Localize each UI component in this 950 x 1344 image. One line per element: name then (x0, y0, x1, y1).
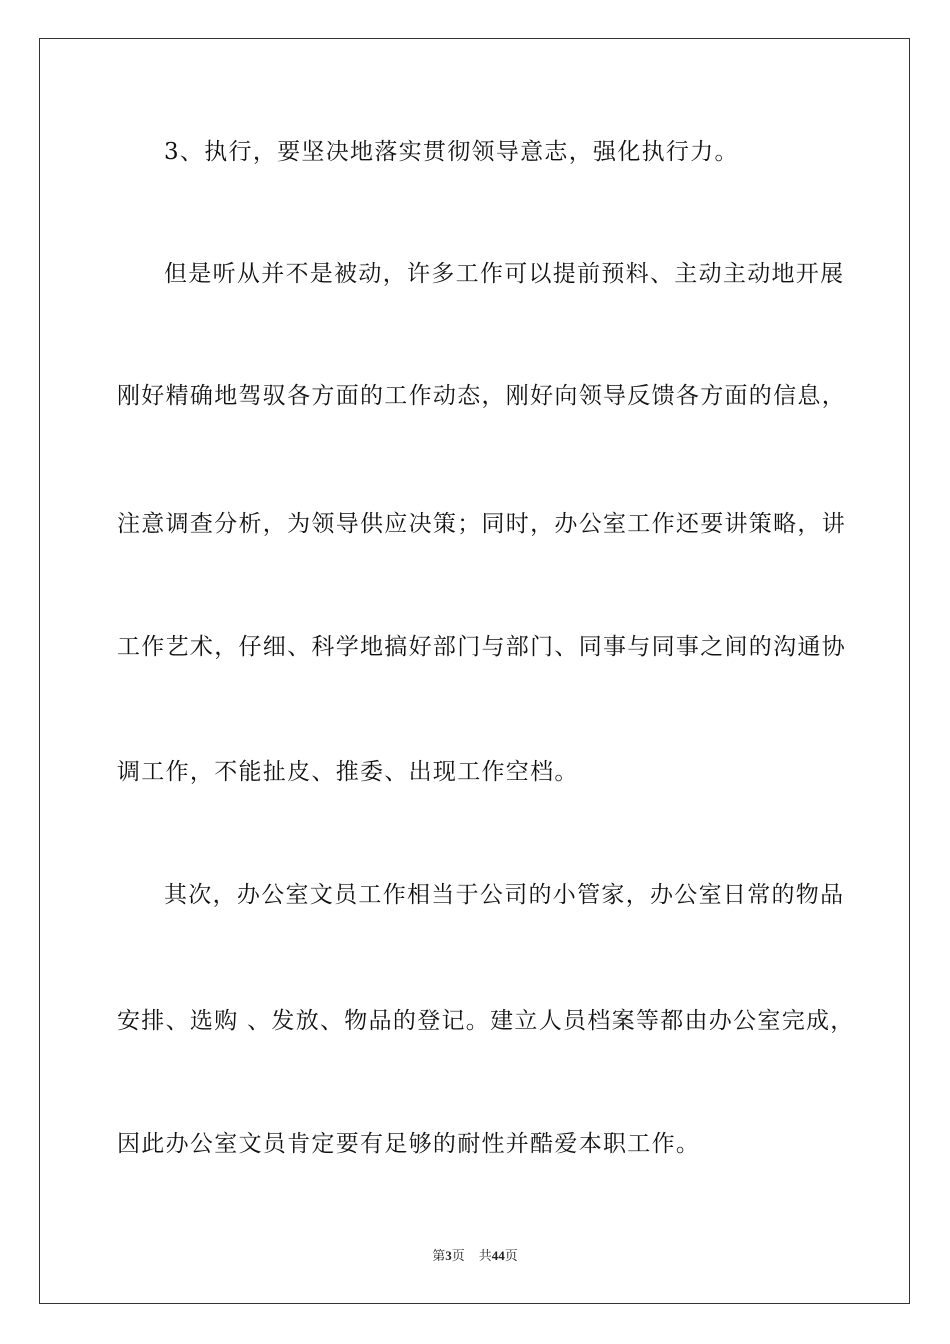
paragraph-line-7: 其次，办公室文员工作相当于公司的小管家，办公室日常的物品 (164, 882, 845, 908)
paragraph-line-9: 因此办公室文员肯定要有足够的耐性并酷爱本职工作。 (117, 1131, 701, 1157)
page-suffix: 页 (451, 1248, 465, 1263)
paragraph-line-4: 注意调查分析，为领导供应决策；同时，办公室工作还要讲策略，讲 (117, 511, 846, 537)
total-prefix: 共 (478, 1248, 492, 1263)
paragraph-line-8: 安排、选购 、发放、物品的登记。建立人员档案等都由办公室完成， (117, 1008, 855, 1034)
page-footer (0, 1247, 950, 1265)
page-number: 3 (445, 1248, 452, 1263)
page-border (39, 38, 910, 1304)
paragraph-line-5: 工作艺术，仔细、科学地搞好部门与部门、同事与同事之间的沟通协 (117, 634, 846, 660)
total-suffix: 页 (504, 1248, 518, 1263)
paragraph-line-3: 刚好精确地驾驭各方面的工作动态，刚好向领导反馈各方面的信息， (117, 383, 846, 409)
paragraph-line-1: 3、执行，要坚决地落实贯彻领导意志，强化执行力。 (164, 139, 739, 165)
page-prefix: 第 (432, 1248, 446, 1263)
paragraph-line-6: 调工作，不能扯皮、推委、出现工作空档。 (117, 759, 579, 785)
total-pages: 44 (491, 1248, 505, 1263)
paragraph-line-2: 但是听从并不是被动，许多工作可以提前预料、主动主动地开展 (164, 261, 845, 287)
